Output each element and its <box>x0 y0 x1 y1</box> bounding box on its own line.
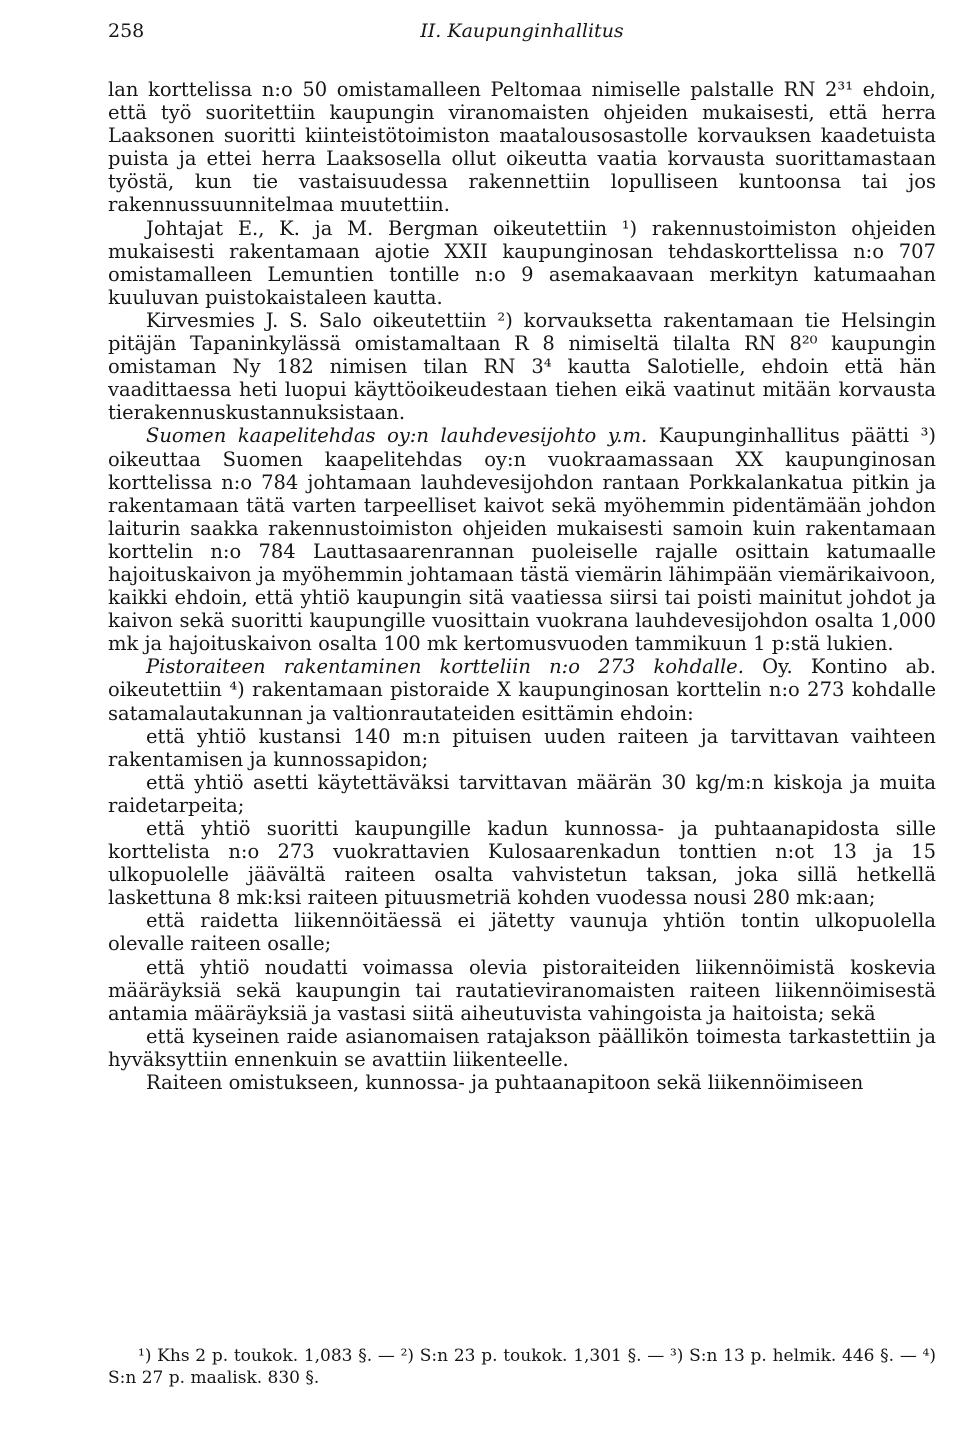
section-heading-pistoraide: Pistoraiteen rakentaminen kortteliin n:o 273 kohdalle. <box>146 655 744 679</box>
page-header <box>108 20 936 50</box>
condition-5: että yhtiö noudatti voimassa olevia pistoraiteiden liikennöimistä koskevia määräyksiä sekä kaupungin tai rautatieviranomaisten raiteen liikennöimisestä antamia määräyksiä ja vastasi siitä aiheutuvista vahingoista ja haitoista; sekä <box>108 955 936 1025</box>
paragraph-2: Johtajat E., K. ja M. Bergman oikeutettiin ¹) rakennustoimiston ohjeiden mukaisesti rakentamaan ajotie XXII kaupunginosan tehdaskorttelissa n:o 707 omistamalleen Lemuntien tontille n:o 9 asemakaavaan merkityn katumaahan kuuluvan puistokaistaleen kautta. <box>108 216 936 309</box>
page-number: 258 <box>108 20 145 42</box>
page-body <box>108 78 936 1094</box>
condition-2: että yhtiö asetti käytettäväksi tarvittavan määrän 30 kg/m:n kiskoja ja muita raidetarpeita; <box>108 770 936 817</box>
paragraph-4-text: Kaupunginhallitus päätti ³) oikeuttaa Suomen kaapelitehdas oy:n vuokraamassaan XX kaupunginosan korttelissa n:o 784 johtamaan lauhdevesijohdon rantaan Porkkalankatua pitkin ja rakentamaan tätä varten tarpeelliset kaivot sekä myöhemmin pidentämään johdon laiturin saakka rakennustoimiston ohjeiden mukaisesti samoin kuin rakentamaan korttelin n:o 784 Lauttasaarenrannan puoleiselle rajalle osittain katumaalle hajoituskaivon ja myöhemmin johtamaan tästä viemärin lähimpään viemärikaivoon, kaikki ehdoin, että yhtiö kaupungin sitä vaatiessa siirsi tai poisti mainitut johdot ja kaivon sekä suoritti kaupungille vuosittain vuokrana lauhdevesijohdon osalta 1,000 mk ja hajoituskaivon osalta 100 mk kertomusvuoden tammikuun 1 p:stä lukien. <box>108 424 937 656</box>
condition-6: että kyseinen raide asianomaisen ratajakson päällikön toimesta tarkastettiin ja hyväksyttiin ennenkuin se avattiin liikenteelle. <box>108 1024 936 1071</box>
paragraph-3: Kirvesmies J. S. Salo oikeutettiin ²) korvauksetta rakentamaan tie Helsingin pitäjän Tapaninkylässä omistamaltaan R 8 nimiseltä tilalta RN 8²⁰ kaupungin omistaman Ny 182 nimisen tilan RN 3⁴ kautta Salotielle, ehdoin että hän vaadittaessa heti luopui käyttöoikeudestaan tiehen eikä vaatinut mitään korvausta tierakennuskustannuksistaan. <box>108 308 936 425</box>
paragraph-6: Raiteen omistukseen, kunnossa- ja puhtaanapitoon sekä liikennöimiseen <box>146 1071 864 1095</box>
paragraph-4 <box>108 424 936 655</box>
paragraph-1: lan korttelissa n:o 50 omistamalleen Peltomaa nimiselle palstalle RN 2³¹ ehdoin, että työ suoritettiin kaupungin viranomaisten ohjeiden mukaisesti, että herra Laaksonen suoritti kiinteistötoimiston maatalousosastolle korvauksen kaadetuista puista ja ettei herra Laaksosella ollut oikeutta vaatia korvausta suorittamastaan työstä, kun tie vastaisuudessa rakennettiin lopulliseen kuntoonsa tai jos rakennussuunnitelmaa muutettiin. <box>108 78 936 217</box>
paragraph-5-text: Oy. Kontino ab. oikeutettiin ⁴) rakentamaan pistoraide X kaupunginosan korttelin n:o 273 kohdalle satamalautakunnan ja valtionrautateiden esittämin ehdoin: <box>108 655 936 725</box>
paragraph-5 <box>108 655 936 724</box>
condition-4: että raidetta liikennöitäessä ei jätetty vaunuja yhtiön tontin ulkopuolella olevalle raiteen osalle; <box>108 909 936 956</box>
footnote-text: ¹) Khs 2 p. toukok. 1,083 §. — ²) S:n 23 p. toukok. 1,301 §. — ³) S:n 13 p. helmik. 446 §. — ⁴) S:n 27 p. maalisk. 830 §. <box>108 1346 936 1388</box>
section-heading-lauhdevesijohto: Suomen kaapelitehdas oy:n lauhdevesijohto y.m. <box>146 424 648 448</box>
condition-3: että yhtiö suoritti kaupungille kadun kunnossa- ja puhtaanapidosta sille korttelista n:o 273 vuokrattavien Kulosaarenkadun tonttien n:ot 13 ja 15 ulkopuolelle jäävältä raiteen osalta vahvistetun taksan, joka sillä hetkellä laskettuna 8 mk:ksi raiteen pituusmetriä kohden vuodessa nousi 280 mk:aan; <box>108 817 936 910</box>
running-title: II. Kaupunginhallitus <box>420 20 624 42</box>
condition-1: että yhtiö kustansi 140 m:n pituisen uuden raiteen ja tarvittavan vaihteen rakentamisen ja kunnossapidon; <box>108 724 936 771</box>
footnotes <box>108 1345 936 1389</box>
